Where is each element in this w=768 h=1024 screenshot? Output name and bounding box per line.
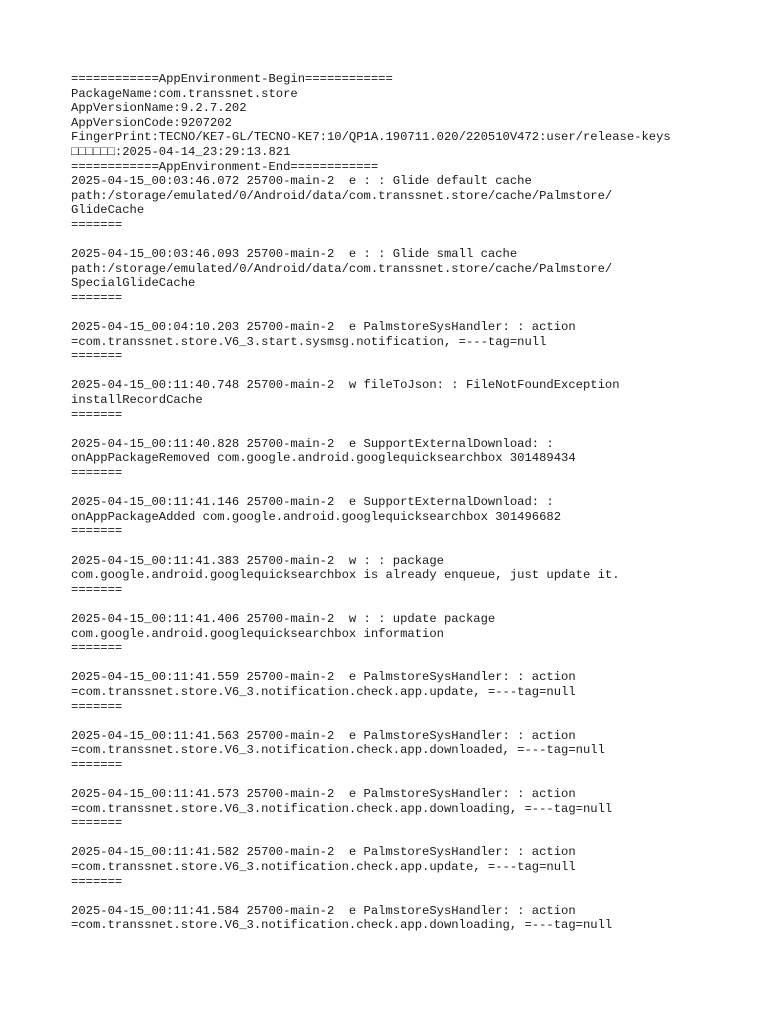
log-line: 2025-04-15_00:03:46.093 25700-main-2 e : : Glide small cache bbox=[71, 247, 518, 262]
blank-line bbox=[71, 422, 751, 437]
log-line: ======= bbox=[71, 816, 123, 831]
log-line: 2025-04-15_00:11:41.573 25700-main-2 e PalmstoreSysHandler: : action bbox=[71, 787, 576, 802]
log-line: ======= bbox=[71, 582, 123, 597]
blank-line bbox=[71, 889, 751, 904]
log-line: ======= bbox=[71, 407, 123, 422]
log-line: 2025-04-15_00:11:41.406 25700-main-2 w : : update package bbox=[71, 611, 496, 626]
log-line: ======= bbox=[71, 699, 123, 714]
blank-line bbox=[71, 364, 751, 379]
log-line: =com.transsnet.store.V6_3.notification.check.app.downloading, =---tag=null bbox=[71, 801, 613, 816]
log-line: AppVersionCode:9207202 bbox=[71, 115, 232, 130]
log-line: 2025-04-15_00:11:41.563 25700-main-2 e PalmstoreSysHandler: : action bbox=[71, 728, 576, 743]
blank-line bbox=[71, 714, 751, 729]
blank-line bbox=[71, 831, 751, 846]
log-line: ======= bbox=[71, 466, 123, 481]
log-line: path:/storage/emulated/0/Android/data/com.transsnet.store/cache/Palmstore/ bbox=[71, 188, 613, 203]
log-line: SpecialGlideCache bbox=[71, 276, 196, 291]
log-line: onAppPackageRemoved com.google.android.googlequicksearchbox 301489434 bbox=[71, 451, 576, 466]
log-line: □□□□□□:2025-04-14_23:29:13.821 bbox=[71, 144, 291, 159]
log-line: 2025-04-15_00:04:10.203 25700-main-2 e PalmstoreSysHandler: : action bbox=[71, 320, 576, 335]
blank-line bbox=[71, 656, 751, 671]
log-line: ============AppEnvironment-Begin============ bbox=[71, 72, 393, 86]
log-line: com.google.android.googlequicksearchbox is already enqueue, just update it. bbox=[71, 568, 620, 583]
log-line: FingerPrint:TECNO/KE7-GL/TECNO-KE7:10/QP1A.190711.020/220510V472:user/release-keys bbox=[71, 130, 671, 145]
log-line: installRecordCache bbox=[71, 393, 203, 408]
log-line: =com.transsnet.store.V6_3.notification.check.app.update, =---tag=null bbox=[71, 860, 576, 875]
log-line: ======= bbox=[71, 524, 123, 539]
log-line: GlideCache bbox=[71, 203, 145, 218]
log-line: ======= bbox=[71, 641, 123, 656]
blank-line bbox=[71, 539, 751, 554]
blank-line bbox=[71, 233, 751, 248]
log-line: 2025-04-15_00:11:40.828 25700-main-2 e SupportExternalDownload: : bbox=[71, 436, 554, 451]
log-line: ======= bbox=[71, 349, 123, 364]
log-line: PackageName:com.transsnet.store bbox=[71, 86, 298, 101]
log-line: AppVersionName:9.2.7.202 bbox=[71, 101, 247, 116]
log-line: ======= bbox=[71, 757, 123, 772]
log-document bbox=[71, 72, 751, 933]
log-line: 2025-04-15_00:11:41.146 25700-main-2 e SupportExternalDownload: : bbox=[71, 495, 554, 510]
log-line: ======= bbox=[71, 290, 123, 305]
log-line: com.google.android.googlequicksearchbox information bbox=[71, 626, 444, 641]
blank-line bbox=[71, 481, 751, 496]
log-line: =com.transsnet.store.V6_3.notification.check.app.downloaded, =---tag=null bbox=[71, 743, 605, 758]
blank-line bbox=[71, 306, 751, 321]
log-line: 2025-04-15_00:03:46.072 25700-main-2 e : : Glide default cache bbox=[71, 174, 532, 189]
log-line: =com.transsnet.store.V6_3.notification.check.app.downloading, =---tag=null bbox=[71, 918, 613, 933]
log-line: 2025-04-15_00:11:41.582 25700-main-2 e PalmstoreSysHandler: : action bbox=[71, 845, 576, 860]
log-line: ============AppEnvironment-End============ bbox=[71, 159, 379, 174]
log-line: =com.transsnet.store.V6_3.notification.check.app.update, =---tag=null bbox=[71, 684, 576, 699]
log-line: 2025-04-15_00:11:41.559 25700-main-2 e PalmstoreSysHandler: : action bbox=[71, 670, 576, 685]
log-line: 2025-04-15_00:11:40.748 25700-main-2 w fileToJson: : FileNotFoundException bbox=[71, 378, 620, 393]
log-line: ======= bbox=[71, 217, 123, 232]
blank-line bbox=[71, 597, 751, 612]
log-line: onAppPackageAdded com.google.android.googlequicksearchbox 301496682 bbox=[71, 509, 562, 524]
blank-line bbox=[71, 773, 751, 788]
log-line: 2025-04-15_00:11:41.383 25700-main-2 w : : package bbox=[71, 553, 444, 568]
log-line: =com.transsnet.store.V6_3.start.sysmsg.notification, =---tag=null bbox=[71, 334, 547, 349]
log-line: path:/storage/emulated/0/Android/data/com.transsnet.store/cache/Palmstore/ bbox=[71, 261, 613, 276]
log-line: ======= bbox=[71, 874, 123, 889]
log-line: 2025-04-15_00:11:41.584 25700-main-2 e PalmstoreSysHandler: : action bbox=[71, 903, 576, 918]
